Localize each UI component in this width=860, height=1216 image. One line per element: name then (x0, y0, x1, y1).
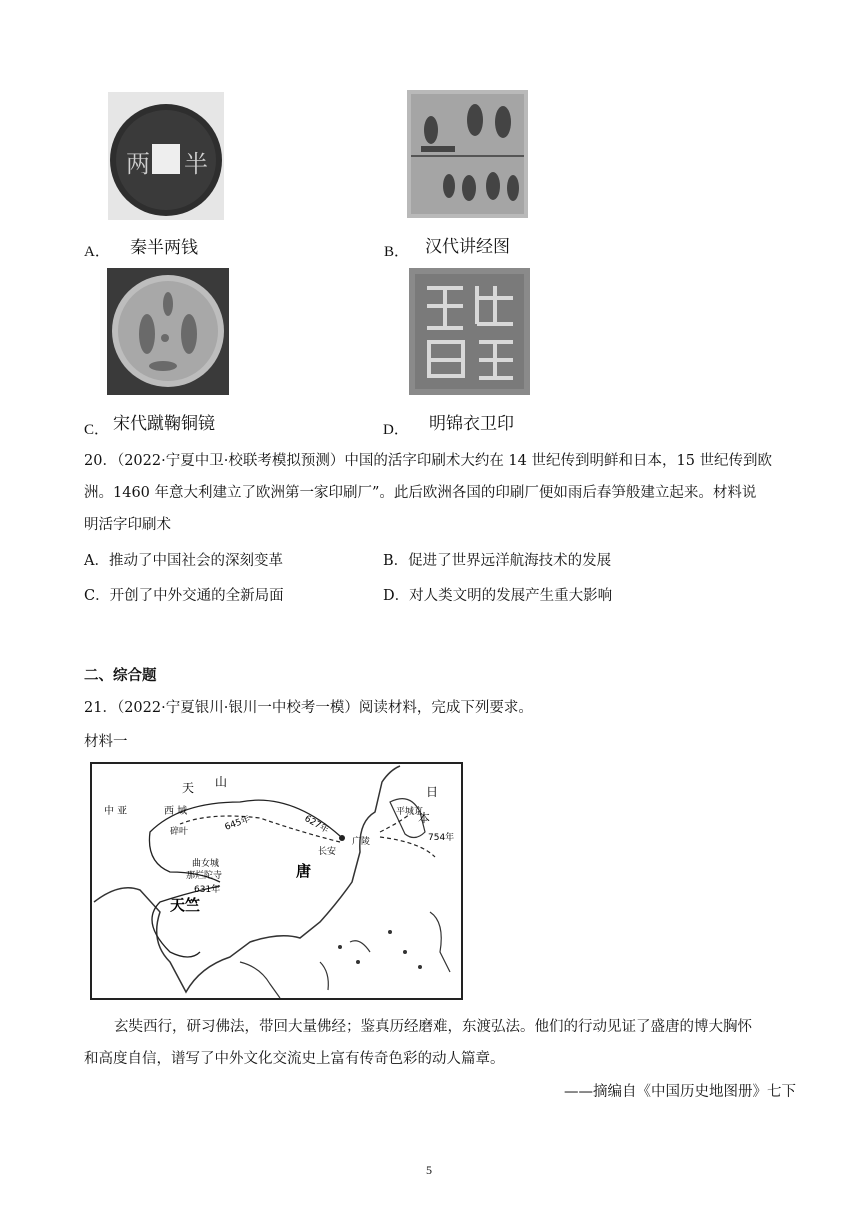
map-label-changan: 长安 (318, 847, 337, 857)
option-d-caption: 明锦衣卫印 (429, 414, 514, 434)
map-label-qunucheng: 曲女城 (192, 859, 220, 869)
option-c-caption: 宋代蹴鞠铜镜 (113, 414, 215, 434)
map-label-zhongya: 中 亚 (104, 806, 128, 817)
q20-option-b: B．促进了世界远洋航海技术的发展 (383, 553, 612, 569)
map-label-suiye: 碎叶 (170, 827, 189, 837)
q21-stem: 21．（2022·宁夏银川·银川一中校考一模）阅读材料，完成下列要求。 (84, 700, 533, 716)
mirror-icon (107, 268, 229, 395)
option-b-letter: B． (384, 244, 410, 260)
seal-icon (409, 268, 530, 395)
option-d-letter: D． (383, 422, 409, 438)
option-c-letter: C． (84, 422, 110, 438)
page-number: 5 (426, 1163, 432, 1177)
option-c-image (107, 268, 229, 395)
map-label-tianshan-1: 天 (182, 781, 195, 795)
map-label-tang: 唐 (296, 862, 312, 880)
q20-stem-line2: 洲。1460 年意大利建立了欧洲第一家印刷厂”。此后欧洲各国的印刷厂便如雨后春笋般建立起来。材料说 (84, 485, 757, 501)
material-source: ——摘编自《中国历史地图册》七下 (564, 1084, 796, 1100)
option-a-image (108, 92, 224, 220)
svg-text:两: 两 (126, 150, 150, 178)
option-d-image (409, 268, 530, 395)
map-label-guangling: 广陵 (352, 837, 371, 847)
option-b-image (407, 90, 528, 218)
map-label-ben: 本 (418, 811, 431, 825)
svg-text:半: 半 (184, 150, 208, 178)
q20-option-c: C．开创了中外交通的全新局面 (84, 588, 284, 604)
map-label-645: 645年 (223, 814, 252, 833)
map-label-pingcheng: 平城京 (396, 807, 424, 817)
q20-stem-line3: 明活字印刷术 (84, 517, 171, 533)
map-label-tianzhu: 天竺 (170, 896, 201, 914)
q20-stem-line1: 20．（2022·宁夏中卫·校联考模拟预测）中国的活字印刷术大约在 14 世纪传到明鲜和日本，15 世纪传到欧 (84, 453, 773, 469)
section-title: 二、综合题 (84, 668, 157, 684)
map-figure (90, 762, 463, 1000)
map-label-nalanto: 那烂陀寺 (186, 871, 223, 881)
map-label-ri: 日 (426, 785, 439, 799)
option-b-caption: 汉代讲经图 (425, 237, 510, 257)
map-label-754: 754年 (428, 833, 455, 843)
material-label: 材料一 (84, 734, 128, 750)
relief-icon (407, 90, 528, 218)
material-para-line1: 玄奘西行，研习佛法，带回大量佛经；鉴真历经磨难，东渡弘法。他们的行动见证了盛唐的博大胸怀 (114, 1019, 752, 1035)
map-label-tianshan-2: 山 (215, 775, 228, 789)
map-label-631: 631年 (194, 885, 221, 895)
q20-option-a: A．推动了中国社会的深刻变革 (84, 553, 283, 569)
map-label-xiyu: 西 域 (164, 806, 188, 817)
option-a-letter: A． (84, 244, 110, 260)
map-label-627: 627年 (302, 813, 331, 836)
coin-icon (108, 92, 224, 220)
option-a-caption: 秦半两钱 (130, 238, 198, 258)
material-para-line2: 和高度自信，谱写了中外文化交流史上富有传奇色彩的动人篇章。 (84, 1051, 505, 1067)
map-icon (90, 762, 463, 1000)
q20-option-d: D．对人类文明的发展产生重大影响 (383, 588, 613, 604)
